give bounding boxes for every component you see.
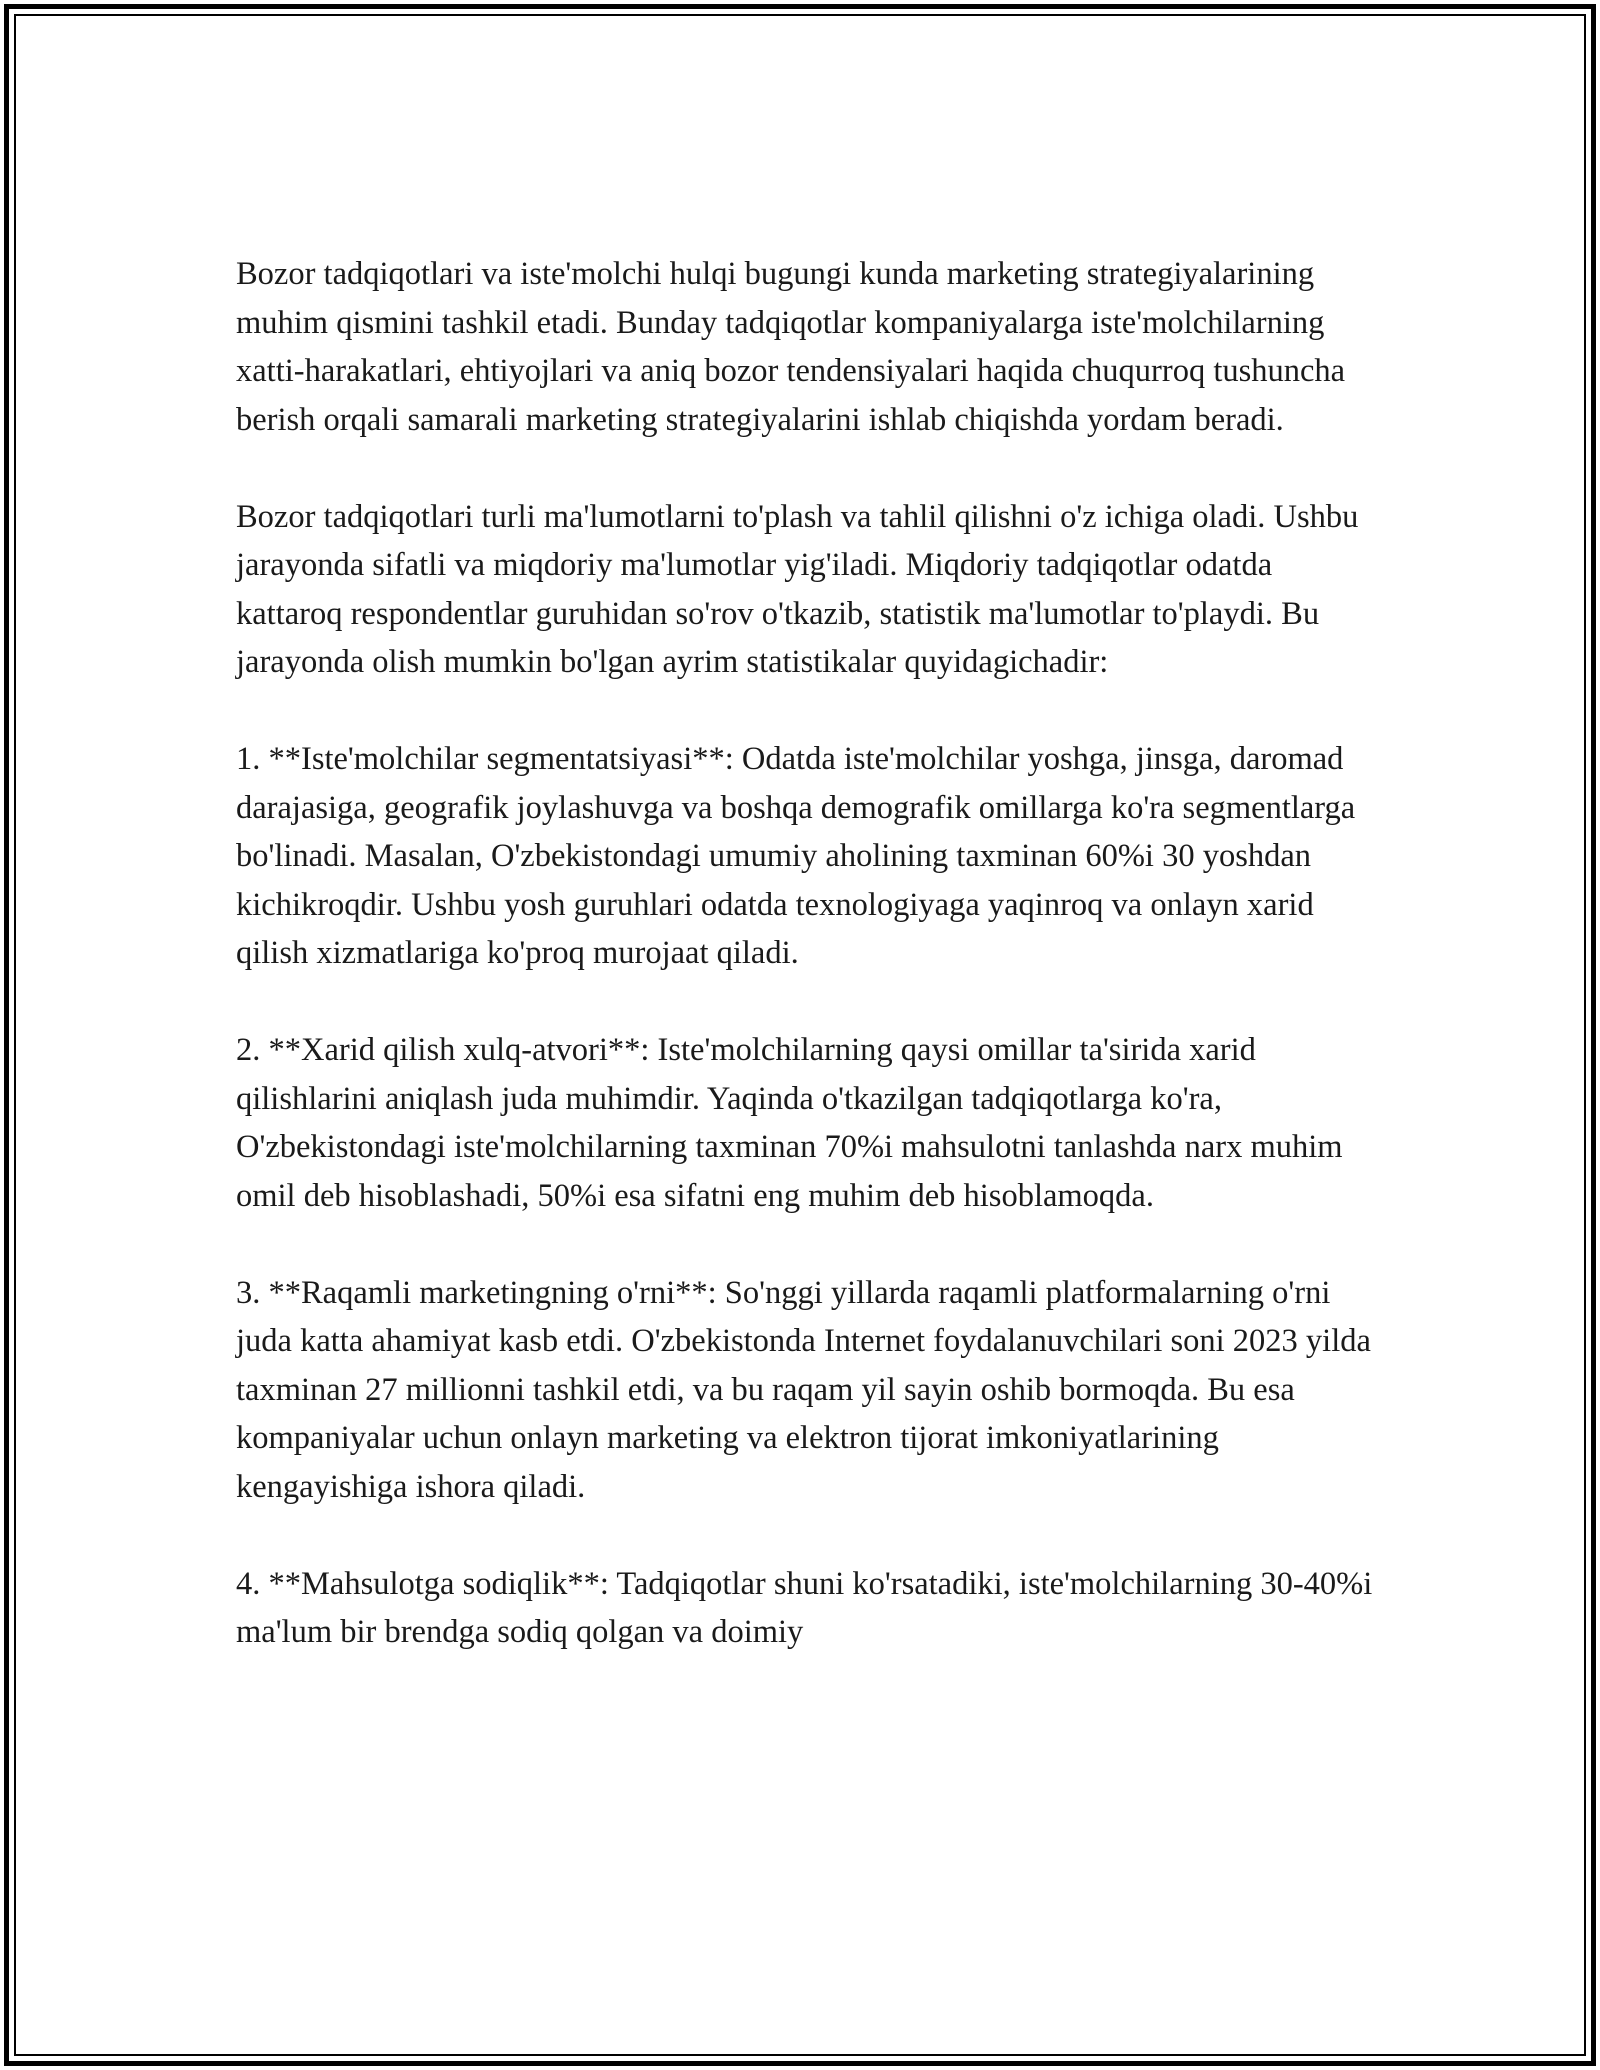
document-body: [236, 250, 1386, 1657]
paragraph-item-digital-marketing: 3. **Raqamli marketingning o'rni**: So'nggi yillarda raqamli platformalarning o'rni juda katta ahamiyat kasb etdi. O'zbekistonda Internet foydalanuvchilari soni 2023 yilda taxminan 27 millionni tashkil etdi, va bu raqam yil sayin oshib bormoqda. Bu esa kompaniyalar uchun onlayn marketing va elektron tijorat imkoniyatlarining kengayishiga ishora qiladi.: [236, 1274, 1371, 1505]
paragraph-item-segmentation: 1. **Iste'molchilar segmentatsiyasi**: Odatda iste'molchilar yoshga, jinsga, daromad darajasiga, geografik joylashuvga va boshqa demografik omillarga ko'ra segmentlarga bo'linadi. Masalan, O'zbekistondagi umumiy aholining taxminan 60%i 30 yoshdan kichikroqdir. Ushbu yosh guruhlari odatda texnologiyaga yaqinroq va onlayn xarid qilish xizmatlariga ko'proq murojaat qiladi.: [236, 741, 1356, 971]
paragraph-intro: Bozor tadqiqotlari va iste'molchi hulqi bugungi kunda marketing strategiyalarining muhim qismini tashkil etadi. Bunday tadqiqotlar kompaniyalarga iste'molchilarning xatti-harakatlari, ehtiyojlari va aniq bozor tendensiyalari haqida chuqurroq tushuncha berish orqali samarali marketing strategiyalarini ishlab chiqishda yordam beradi.: [236, 256, 1346, 438]
paragraph-item-purchase-behavior: 2. **Xarid qilish xulq-atvori**: Iste'molchilarning qaysi omillar ta'sirida xarid qilishlarini aniqlash juda muhimdir. Yaqinda o'tkazilgan tadqiqotlarga ko'ra, O'zbekistondagi iste'molchilarning taxminan 70%i mahsulotni tanlashda narx muhim omil deb hisoblashadi, 50%i esa sifatni eng muhim deb hisoblamoqda.: [236, 1032, 1343, 1214]
paragraph-item-loyalty: 4. **Mahsulotga sodiqlik**: Tadqiqotlar shuni ko'rsatadiki, iste'molchilarning 30-40%i ma'lum bir brendga sodiq qolgan va doimiy: [236, 1565, 1373, 1650]
paragraph-research-methods: Bozor tadqiqotlari turli ma'lumotlarni to'plash va tahlil qilishni o'z ichiga oladi. Ushbu jarayonda sifatli va miqdoriy ma'lumotlar yig'iladi. Miqdoriy tadqiqotlar odatda kattaroq respondentlar guruhidan so'rov o'tkazib, statistik ma'lumotlar to'playdi. Bu jarayonda olish mumkin bo'lgan ayrim statistikalar quyidagichadir:: [236, 498, 1359, 680]
